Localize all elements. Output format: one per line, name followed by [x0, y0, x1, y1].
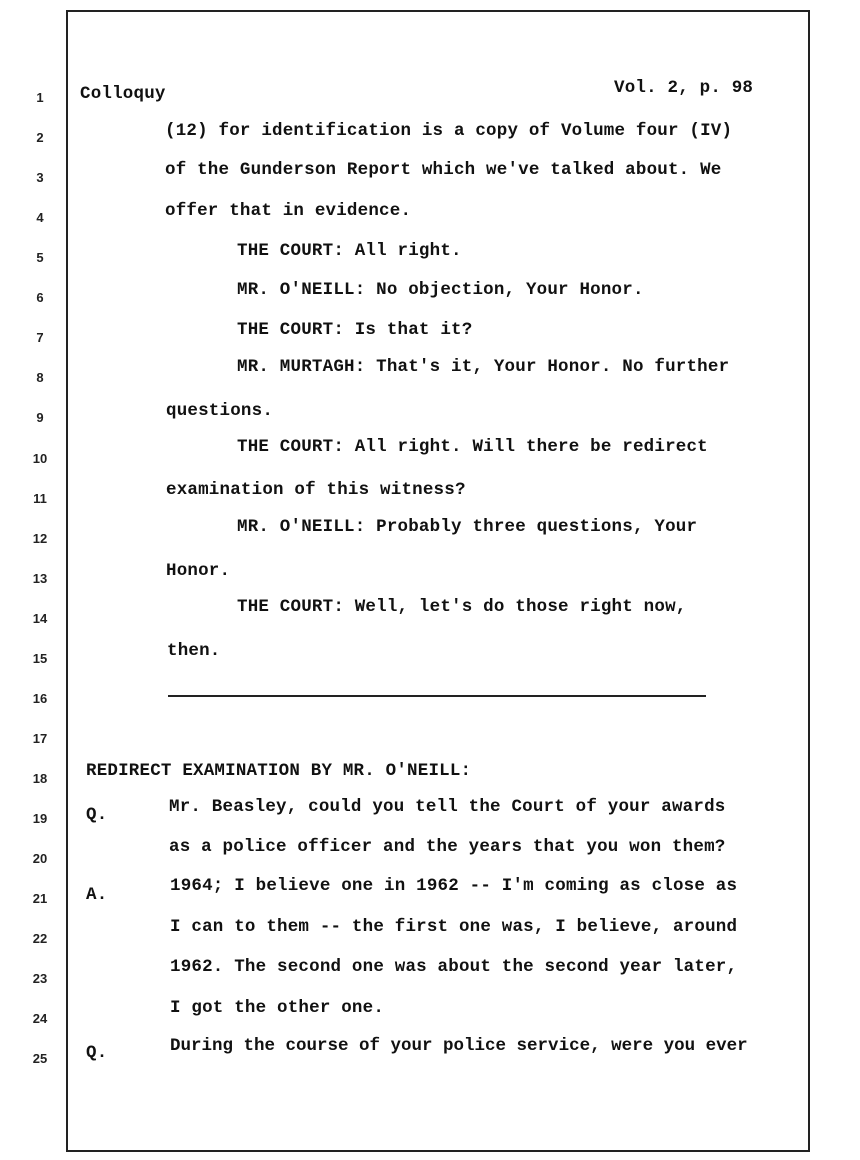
line-number: 1 [36, 90, 44, 105]
line-number: 12 [32, 531, 48, 546]
line-number: 9 [36, 410, 44, 425]
line-number: 3 [36, 170, 44, 185]
qa-marker: Q. [86, 805, 108, 825]
line-number: 2 [36, 130, 44, 145]
line-number: 15 [32, 651, 48, 666]
transcript-line: questions. [166, 401, 274, 421]
line-number: 25 [32, 1051, 48, 1066]
page-border [66, 10, 810, 1152]
line-number: 18 [32, 771, 48, 786]
line-number: 17 [32, 731, 48, 746]
transcript-line: as a police officer and the years that you won them? [169, 837, 726, 857]
transcript-line: examination of this witness? [166, 480, 466, 500]
volume-page-ref: Vol. 2, p. 98 [614, 78, 754, 98]
transcript-line: During the course of your police service, were you ever [170, 1036, 748, 1056]
line-number: 10 [32, 451, 48, 466]
line-number: 14 [32, 611, 48, 626]
transcript-line: 1964; I believe one in 1962 -- I'm coming as close as [170, 876, 738, 896]
transcript-line: THE COURT: All right. [237, 241, 462, 261]
line-number: 13 [32, 571, 48, 586]
line-number: 6 [36, 290, 44, 305]
line-number: 4 [36, 210, 44, 225]
transcript-line: THE COURT: Is that it? [237, 320, 473, 340]
examination-heading: REDIRECT EXAMINATION BY MR. O'NEILL: [86, 761, 472, 781]
line-number: 24 [32, 1011, 48, 1026]
transcript-line: THE COURT: All right. Will there be redirect [237, 437, 708, 457]
line-number: 8 [36, 370, 44, 385]
transcript-line: MR. O'NEILL: No objection, Your Honor. [237, 280, 644, 300]
qa-marker: Q. [86, 1043, 108, 1063]
transcript-line: THE COURT: Well, let's do those right now, [237, 597, 687, 617]
line-number: 16 [32, 691, 48, 706]
section-heading: Colloquy [80, 84, 166, 104]
transcript-line: I got the other one. [170, 998, 385, 1018]
transcript-line: Honor. [166, 561, 231, 581]
line-number: 5 [36, 250, 44, 265]
transcript-line: MR. O'NEILL: Probably three questions, Your [237, 517, 698, 537]
transcript-line: then. [167, 641, 221, 661]
transcript-line: Mr. Beasley, could you tell the Court of your awards [169, 797, 726, 817]
transcript-line: 1962. The second one was about the second year later, [170, 957, 738, 977]
line-number: 19 [32, 811, 48, 826]
qa-marker: A. [86, 885, 108, 905]
transcript-line: offer that in evidence. [165, 201, 412, 221]
line-number: 11 [33, 491, 47, 506]
section-divider [168, 695, 706, 697]
transcript-line: I can to them -- the first one was, I believe, around [170, 917, 738, 937]
transcript-line: (12) for identification is a copy of Volume four (IV) [165, 121, 733, 141]
line-number: 22 [32, 931, 48, 946]
line-number: 23 [32, 971, 48, 986]
transcript-line: of the Gunderson Report which we've talked about. We [165, 160, 722, 180]
line-number: 7 [36, 330, 44, 345]
line-number: 20 [32, 851, 48, 866]
transcript-line: MR. MURTAGH: That's it, Your Honor. No further [237, 357, 730, 377]
line-number: 21 [32, 891, 48, 906]
